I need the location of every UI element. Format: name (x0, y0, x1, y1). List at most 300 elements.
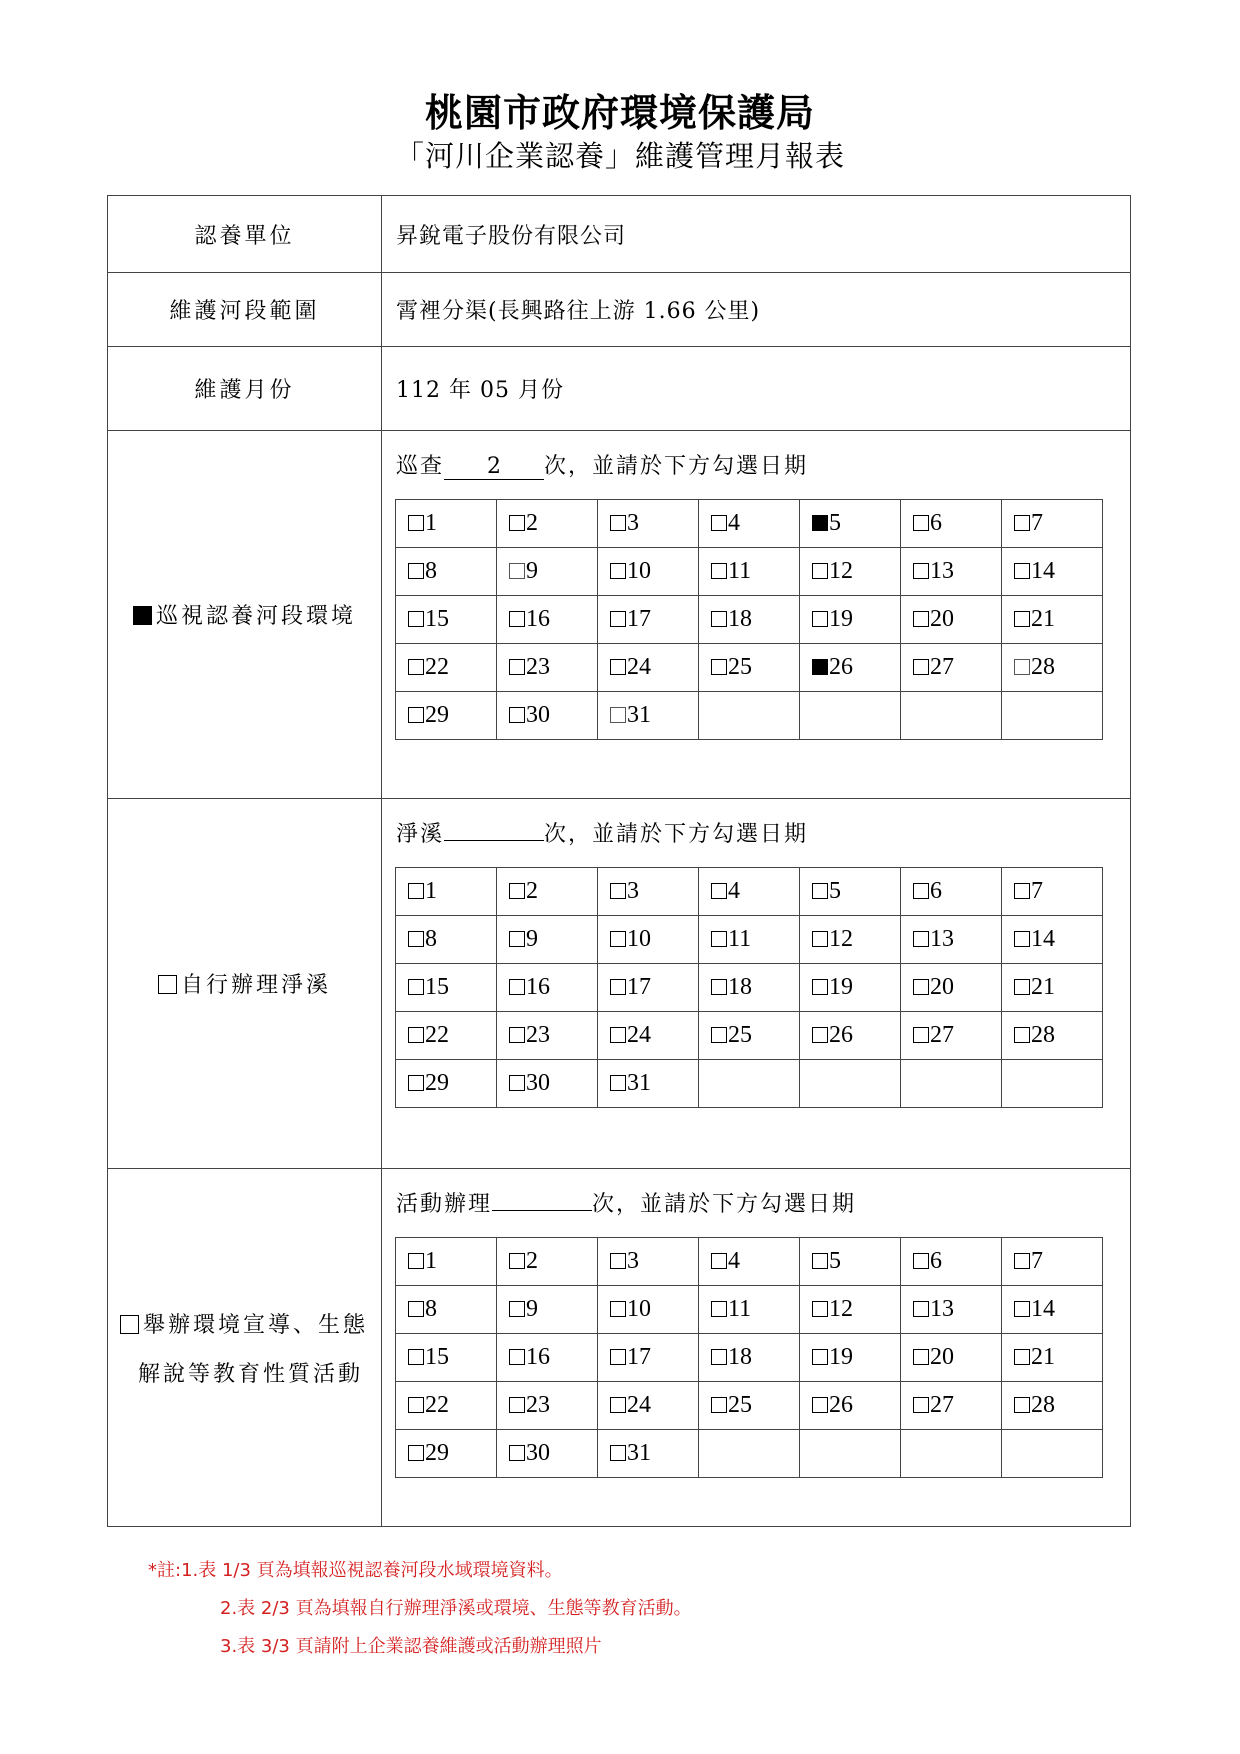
day-label: 26 (829, 654, 853, 680)
day-cell[interactable] (1002, 1334, 1103, 1382)
day-checkbox[interactable] (509, 563, 525, 579)
day-checkbox[interactable] (610, 1397, 626, 1413)
day-cell[interactable] (1002, 1286, 1103, 1334)
day-checkbox[interactable] (812, 1253, 828, 1269)
day-cell[interactable] (800, 1334, 901, 1382)
day-checkbox[interactable] (812, 1027, 828, 1043)
day-checkbox[interactable] (913, 931, 929, 947)
day-checkbox[interactable] (408, 1397, 424, 1413)
day-label: 7 (1031, 878, 1043, 904)
day-checkbox[interactable] (1014, 659, 1030, 675)
day-label: 11 (728, 926, 752, 952)
day-cell[interactable] (598, 1334, 699, 1382)
day-checkbox[interactable] (509, 1349, 525, 1365)
day-cell[interactable] (800, 548, 901, 596)
day-checkbox[interactable] (913, 1397, 929, 1413)
day-checkbox[interactable] (812, 931, 828, 947)
day-checkbox[interactable] (408, 1027, 424, 1043)
empty-cell (901, 1430, 1002, 1478)
day-cell[interactable] (497, 596, 598, 644)
day-label: 8 (425, 926, 437, 952)
day-label: 16 (526, 1344, 550, 1370)
day-checkbox[interactable] (711, 931, 727, 947)
day-checkbox[interactable] (711, 1253, 727, 1269)
day-cell[interactable] (497, 1238, 598, 1286)
day-checkbox[interactable] (408, 611, 424, 627)
day-cell[interactable] (1002, 500, 1103, 548)
day-cell[interactable] (699, 644, 800, 692)
day-cell[interactable] (497, 500, 598, 548)
empty-cell (800, 1430, 901, 1478)
day-label: 14 (1031, 926, 1055, 952)
day-checkbox[interactable] (509, 931, 525, 947)
day-label: 22 (425, 1022, 449, 1048)
empty-cell (699, 1430, 800, 1478)
day-checkbox[interactable] (408, 1445, 424, 1461)
day-cell[interactable] (497, 964, 598, 1012)
activity-calendar (395, 1237, 1103, 1478)
day-checkbox[interactable] (1014, 1301, 1030, 1317)
day-checkbox[interactable] (711, 659, 727, 675)
report-table (107, 195, 1131, 1527)
empty-cell (1002, 1430, 1103, 1478)
day-checkbox[interactable] (1014, 611, 1030, 627)
day-label: 15 (425, 974, 449, 1000)
day-checkbox[interactable] (913, 1301, 929, 1317)
activity-label-line2: 解說等教育性質活動 (138, 1361, 364, 1387)
day-cell[interactable] (800, 964, 901, 1012)
unit-value[interactable]: 昇銳電子股份有限公司 (382, 196, 1131, 273)
day-label: 30 (526, 702, 550, 728)
day-checkbox[interactable] (610, 979, 626, 995)
day-checkbox[interactable] (610, 611, 626, 627)
day-checkbox[interactable] (711, 979, 727, 995)
day-label: 18 (728, 974, 752, 1000)
day-cell[interactable] (598, 1382, 699, 1430)
day-checkbox[interactable] (408, 883, 424, 899)
day-checkbox[interactable] (711, 883, 727, 899)
day-checkbox[interactable] (509, 611, 525, 627)
day-cell[interactable] (901, 916, 1002, 964)
day-cell[interactable] (1002, 964, 1103, 1012)
day-label: 17 (627, 974, 651, 1000)
day-cell[interactable] (901, 1382, 1002, 1430)
day-label: 12 (829, 558, 853, 584)
day-cell[interactable] (901, 1012, 1002, 1060)
day-label: 13 (930, 558, 954, 584)
note-1: *註:1.表 1/3 頁為填報巡視認養河段水域環境資料。 (148, 1560, 563, 1581)
day-label: 25 (728, 654, 752, 680)
day-label: 29 (425, 702, 449, 728)
day-cell[interactable] (598, 916, 699, 964)
day-checkbox[interactable] (610, 1027, 626, 1043)
day-cell[interactable] (1002, 916, 1103, 964)
day-checkbox[interactable] (1014, 931, 1030, 947)
cleanup-count-field[interactable] (444, 840, 544, 841)
day-cell[interactable] (901, 596, 1002, 644)
day-label: 28 (1031, 1022, 1055, 1048)
day-cell[interactable] (800, 500, 901, 548)
day-cell[interactable] (901, 548, 1002, 596)
day-checkbox[interactable] (711, 563, 727, 579)
day-checkbox[interactable] (913, 611, 929, 627)
cleanup-count-line (396, 817, 1130, 847)
day-checkbox[interactable] (408, 931, 424, 947)
day-label: 14 (1031, 558, 1055, 584)
day-cell[interactable] (800, 916, 901, 964)
day-cell[interactable] (396, 1382, 497, 1430)
day-checkbox[interactable] (509, 1445, 525, 1461)
activity-prefix: 活動辦理 (396, 1192, 493, 1217)
day-cell[interactable] (598, 548, 699, 596)
day-label: 23 (526, 654, 550, 680)
day-label: 12 (829, 926, 853, 952)
unit-label: 認養單位 (108, 196, 382, 273)
day-cell[interactable] (598, 868, 699, 916)
activity-count-line (396, 1187, 1130, 1217)
day-label: 5 (829, 878, 841, 904)
day-label: 4 (728, 878, 740, 904)
day-cell[interactable] (800, 1238, 901, 1286)
day-label: 4 (728, 1248, 740, 1274)
patrol-count-field[interactable]: 2 (444, 454, 544, 480)
day-cell[interactable] (396, 692, 497, 740)
cleanup-label-text: 自行辦理淨溪 (180, 973, 331, 998)
day-label: 31 (627, 702, 651, 728)
cleanup-suffix: 次，並請於下方勾選日期 (544, 822, 809, 847)
day-cell[interactable] (901, 868, 1002, 916)
day-label: 4 (728, 510, 740, 536)
day-label: 17 (627, 1344, 651, 1370)
day-cell[interactable] (396, 1012, 497, 1060)
day-cell[interactable] (1002, 548, 1103, 596)
day-checkbox[interactable] (610, 659, 626, 675)
day-checkbox[interactable] (509, 1027, 525, 1043)
day-label: 5 (829, 1248, 841, 1274)
day-cell[interactable] (699, 1012, 800, 1060)
empty-cell (800, 692, 901, 740)
day-cell[interactable] (396, 644, 497, 692)
day-label: 23 (526, 1022, 550, 1048)
day-cell[interactable] (396, 964, 497, 1012)
page-subtitle: 「河川企業認養」維護管理月報表 (394, 139, 845, 173)
day-cell[interactable] (396, 1060, 497, 1108)
day-checkbox[interactable] (610, 931, 626, 947)
day-checkbox[interactable] (610, 1075, 626, 1091)
day-checkbox[interactable] (408, 563, 424, 579)
day-label: 2 (526, 878, 538, 904)
day-cell[interactable] (598, 644, 699, 692)
empty-cell (800, 1060, 901, 1108)
day-cell[interactable] (396, 1430, 497, 1478)
day-label: 13 (930, 926, 954, 952)
day-cell[interactable] (396, 548, 497, 596)
day-label: 24 (627, 654, 651, 680)
day-cell[interactable] (497, 1060, 598, 1108)
day-label: 24 (627, 1392, 651, 1418)
day-cell[interactable] (699, 868, 800, 916)
day-label: 18 (728, 1344, 752, 1370)
day-cell[interactable] (901, 1286, 1002, 1334)
range-value[interactable]: 霄裡分渠(長興路往上游 1.66 公里) (382, 273, 1131, 347)
day-checkbox[interactable] (1014, 1027, 1030, 1043)
day-label: 3 (627, 878, 639, 904)
day-label: 20 (930, 974, 954, 1000)
day-cell[interactable] (699, 1238, 800, 1286)
day-checkbox[interactable] (711, 1397, 727, 1413)
day-checkbox[interactable] (509, 1301, 525, 1317)
day-cell[interactable] (497, 692, 598, 740)
day-checkbox[interactable] (408, 707, 424, 723)
day-label: 24 (627, 1022, 651, 1048)
day-cell[interactable] (699, 596, 800, 644)
day-cell[interactable] (1002, 1238, 1103, 1286)
day-cell[interactable] (497, 548, 598, 596)
day-label: 9 (526, 558, 538, 584)
day-cell[interactable] (598, 1060, 699, 1108)
day-label: 21 (1031, 1344, 1055, 1370)
day-checkbox[interactable] (812, 1301, 828, 1317)
day-cell[interactable] (598, 692, 699, 740)
patrol-section-label (108, 431, 382, 799)
page-title: 桃園市政府環境保護局 (424, 90, 815, 135)
day-label: 17 (627, 606, 651, 632)
day-checkbox[interactable] (509, 515, 525, 531)
day-checkbox[interactable] (1014, 883, 1030, 899)
day-checkbox[interactable] (812, 883, 828, 899)
day-checkbox[interactable] (610, 883, 626, 899)
day-checkbox[interactable] (408, 515, 424, 531)
day-cell[interactable] (800, 596, 901, 644)
day-cell[interactable] (1002, 1382, 1103, 1430)
day-checkbox[interactable] (408, 979, 424, 995)
day-label: 27 (930, 654, 954, 680)
note-3: 3.表 3/3 頁請附上企業認養維護或活動辦理照片 (220, 1636, 602, 1657)
day-checkbox[interactable] (408, 1349, 424, 1365)
day-checkbox[interactable] (711, 1349, 727, 1365)
day-label: 15 (425, 1344, 449, 1370)
day-checkbox[interactable] (1014, 1253, 1030, 1269)
day-label: 7 (1031, 1248, 1043, 1274)
day-checkbox[interactable] (408, 659, 424, 675)
day-checkbox[interactable] (812, 515, 828, 531)
day-cell[interactable] (497, 1382, 598, 1430)
day-checkbox[interactable] (913, 979, 929, 995)
day-cell[interactable] (1002, 1012, 1103, 1060)
day-label: 23 (526, 1392, 550, 1418)
day-checkbox[interactable] (509, 1397, 525, 1413)
day-checkbox[interactable] (509, 1075, 525, 1091)
day-checkbox[interactable] (1014, 979, 1030, 995)
cleanup-calendar (395, 867, 1103, 1108)
day-checkbox[interactable] (509, 659, 525, 675)
day-checkbox[interactable] (610, 515, 626, 531)
cleanup-section-label (108, 799, 382, 1169)
day-checkbox[interactable] (610, 1301, 626, 1317)
month-label: 維護月份 (108, 347, 382, 431)
day-checkbox[interactable] (913, 1027, 929, 1043)
day-checkbox[interactable] (913, 1349, 929, 1365)
day-cell[interactable] (497, 1286, 598, 1334)
day-checkbox[interactable] (408, 1301, 424, 1317)
day-cell[interactable] (598, 500, 699, 548)
day-cell[interactable] (901, 1238, 1002, 1286)
day-checkbox[interactable] (610, 1445, 626, 1461)
day-checkbox[interactable] (509, 1253, 525, 1269)
day-label: 8 (425, 558, 437, 584)
day-cell[interactable] (699, 1382, 800, 1430)
day-label: 25 (728, 1022, 752, 1048)
day-checkbox[interactable] (812, 1349, 828, 1365)
patrol-label-text: 巡視認養河段環境 (155, 604, 356, 629)
day-checkbox[interactable] (711, 611, 727, 627)
day-checkbox[interactable] (711, 1301, 727, 1317)
day-label: 3 (627, 1248, 639, 1274)
day-cell[interactable] (699, 1334, 800, 1382)
day-checkbox[interactable] (610, 563, 626, 579)
day-cell[interactable] (497, 1430, 598, 1478)
day-label: 8 (425, 1296, 437, 1322)
note-2: 2.表 2/3 頁為填報自行辦理淨溪或環境、生態等教育活動。 (220, 1598, 692, 1619)
day-checkbox[interactable] (1014, 515, 1030, 531)
day-checkbox[interactable] (812, 611, 828, 627)
day-cell[interactable] (800, 1382, 901, 1430)
day-label: 12 (829, 1296, 853, 1322)
day-cell[interactable] (497, 916, 598, 964)
day-label: 21 (1031, 974, 1055, 1000)
day-checkbox[interactable] (610, 1349, 626, 1365)
day-checkbox[interactable] (610, 1253, 626, 1269)
day-checkbox[interactable] (509, 883, 525, 899)
day-label: 26 (829, 1392, 853, 1418)
day-label: 22 (425, 654, 449, 680)
day-checkbox[interactable] (913, 1253, 929, 1269)
month-value[interactable]: 112 年 05 月份 (382, 347, 1131, 431)
day-cell[interactable] (598, 596, 699, 644)
day-checkbox[interactable] (812, 1397, 828, 1413)
day-label: 21 (1031, 606, 1055, 632)
day-cell[interactable] (497, 868, 598, 916)
day-label: 10 (627, 926, 651, 952)
day-label: 19 (829, 1344, 853, 1370)
patrol-suffix: 次，並請於下方勾選日期 (544, 454, 809, 479)
day-cell[interactable] (1002, 596, 1103, 644)
empty-cell (699, 1060, 800, 1108)
day-cell[interactable] (901, 644, 1002, 692)
day-checkbox[interactable] (1014, 1397, 1030, 1413)
day-label: 27 (930, 1392, 954, 1418)
empty-cell (1002, 692, 1103, 740)
day-label: 29 (425, 1070, 449, 1096)
day-checkbox[interactable] (711, 1027, 727, 1043)
day-cell[interactable] (598, 1430, 699, 1478)
activity-label-line1-wrap (108, 1308, 381, 1339)
day-label: 20 (930, 1344, 954, 1370)
activity-count-field[interactable] (492, 1210, 592, 1211)
day-cell[interactable] (396, 596, 497, 644)
day-label: 10 (627, 1296, 651, 1322)
day-cell[interactable] (800, 1286, 901, 1334)
day-checkbox[interactable] (913, 515, 929, 531)
day-label: 1 (425, 878, 437, 904)
patrol-checkbox[interactable] (133, 606, 152, 625)
day-checkbox[interactable] (913, 883, 929, 899)
day-cell[interactable] (598, 1238, 699, 1286)
patrol-calendar (395, 499, 1103, 740)
day-cell[interactable] (396, 1238, 497, 1286)
day-checkbox[interactable] (812, 979, 828, 995)
day-cell[interactable] (699, 548, 800, 596)
day-label: 30 (526, 1440, 550, 1466)
day-label: 19 (829, 974, 853, 1000)
activity-checkbox[interactable] (120, 1315, 139, 1334)
day-checkbox[interactable] (1014, 563, 1030, 579)
day-label: 29 (425, 1440, 449, 1466)
day-checkbox[interactable] (408, 1075, 424, 1091)
day-cell[interactable] (699, 1286, 800, 1334)
day-cell[interactable] (1002, 644, 1103, 692)
day-checkbox[interactable] (509, 979, 525, 995)
day-label: 9 (526, 926, 538, 952)
day-checkbox[interactable] (913, 563, 929, 579)
day-cell[interactable] (396, 1334, 497, 1382)
day-cell[interactable] (396, 1286, 497, 1334)
day-cell[interactable] (901, 1334, 1002, 1382)
day-cell[interactable] (901, 500, 1002, 548)
day-cell[interactable] (699, 500, 800, 548)
day-cell[interactable] (800, 868, 901, 916)
day-label: 27 (930, 1022, 954, 1048)
day-cell[interactable] (598, 1012, 699, 1060)
day-cell[interactable] (497, 1012, 598, 1060)
day-checkbox[interactable] (812, 563, 828, 579)
day-cell[interactable] (800, 644, 901, 692)
day-cell[interactable] (396, 500, 497, 548)
day-checkbox[interactable] (913, 659, 929, 675)
day-label: 28 (1031, 654, 1055, 680)
empty-cell (1002, 1060, 1103, 1108)
day-label: 9 (526, 1296, 538, 1322)
day-cell[interactable] (598, 964, 699, 1012)
day-cell[interactable] (598, 1286, 699, 1334)
patrol-count-line (396, 449, 1130, 479)
day-cell[interactable] (699, 964, 800, 1012)
day-cell[interactable] (699, 916, 800, 964)
day-checkbox[interactable] (812, 659, 828, 675)
day-checkbox[interactable] (711, 515, 727, 531)
day-cell[interactable] (901, 964, 1002, 1012)
day-label: 18 (728, 606, 752, 632)
patrol-section-body (382, 431, 1131, 799)
day-cell[interactable] (396, 916, 497, 964)
day-checkbox[interactable] (610, 707, 626, 723)
cleanup-prefix: 淨溪 (396, 822, 445, 847)
day-checkbox[interactable] (408, 1253, 424, 1269)
day-label: 16 (526, 606, 550, 632)
cleanup-section-body (382, 799, 1131, 1169)
day-label: 6 (930, 510, 942, 536)
day-cell[interactable] (497, 1334, 598, 1382)
day-cell[interactable] (497, 644, 598, 692)
day-cell[interactable] (1002, 868, 1103, 916)
day-cell[interactable] (800, 1012, 901, 1060)
day-checkbox[interactable] (509, 707, 525, 723)
day-cell[interactable] (396, 868, 497, 916)
day-checkbox[interactable] (1014, 1349, 1030, 1365)
day-label: 5 (829, 510, 841, 536)
day-label: 31 (627, 1070, 651, 1096)
cleanup-checkbox[interactable] (158, 975, 177, 994)
